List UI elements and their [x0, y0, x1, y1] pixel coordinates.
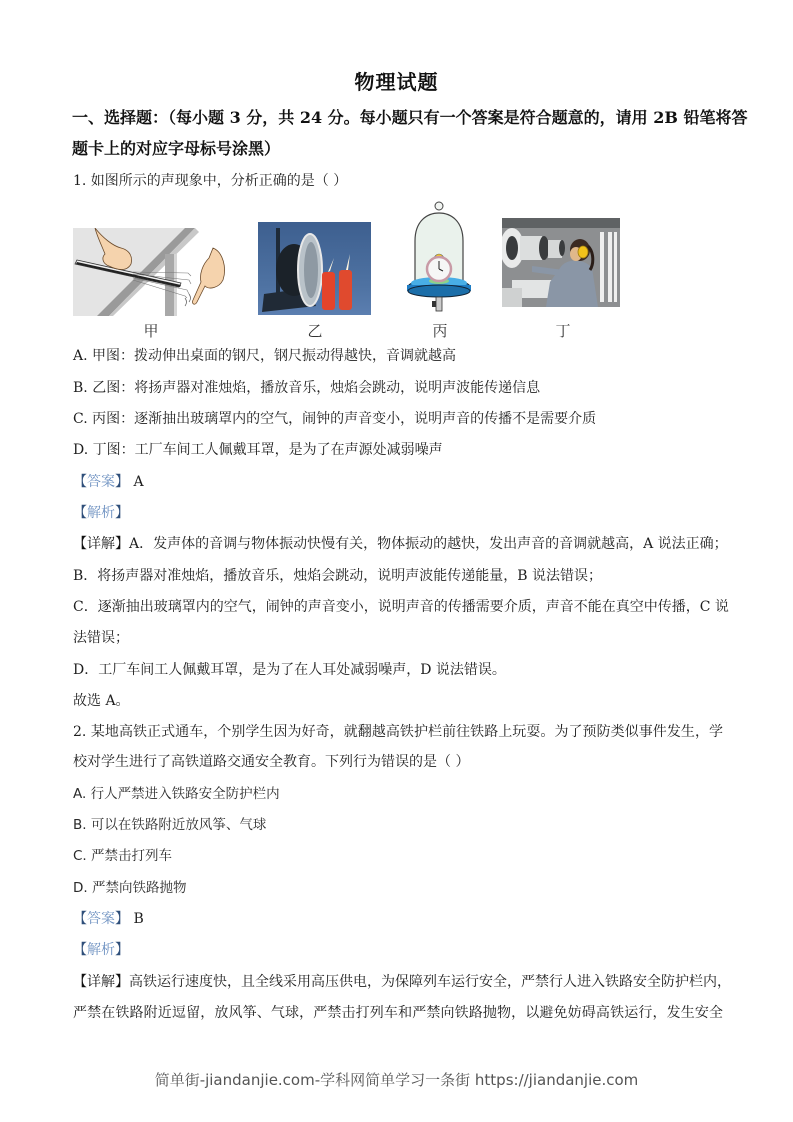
bracket-open: 【 [73, 942, 87, 958]
footer-watermark: 简单街-jiandanjie.com-学科网简单学习一条街 https://jiandanjie.com [154, 1071, 639, 1089]
question-1-detail-line-4: 法错误； [73, 630, 129, 646]
detail-label: 【详解】 [73, 974, 129, 990]
bracket-close: 】 [115, 505, 129, 521]
question-1-detail-line-5: D．工厂车间工人佩戴耳罩，是为了在人耳处减弱噪声，D 说法错误。 [73, 662, 506, 678]
section-header-line-1: 一、选择题：（每小题 3 分，共 24 分。每小题只有一个答案是符合题意的，请用 2B 铅笔将答 [72, 108, 748, 127]
analysis-label [73, 942, 129, 958]
figure-label-yi: 乙 [307, 322, 323, 340]
question-1-option-c: C. 丙图：逐渐抽出玻璃罩内的空气，闹钟的声音变小，说明声音的传播不是需要介质 [73, 411, 597, 427]
question-1-analysis-label [73, 503, 723, 523]
question-2-option-d: D. 严禁向铁路抛物 [73, 880, 187, 896]
question-1-stem: 1. 如图所示的声现象中，分析正确的是（ ） [73, 173, 348, 189]
question-1-answer [73, 472, 723, 492]
question-1-option-b: B. 乙图：将扬声器对准烛焰，播放音乐，烛焰会跳动，说明声波能传递信息 [73, 380, 541, 396]
figure-label-jia: 甲 [143, 322, 159, 340]
detail-text: A．发声体的音调与物体振动快慢有关，物体振动的越快，发出声音的音调就越高，A 说法正确； [129, 536, 728, 552]
answer-value: B [133, 911, 144, 927]
bracket-open: 【 [73, 474, 87, 490]
question-2-detail-line-1 [73, 972, 731, 992]
factory-worker-figure [502, 218, 620, 307]
bracket-open: 【 [73, 911, 87, 927]
question-2-option-b: B. 可以在铁路附近放风筝、气球 [73, 817, 267, 833]
analysis-label-text: 解析 [87, 505, 115, 521]
question-1-detail-line-3: C．逐渐抽出玻璃罩内的空气，闹钟的声音变小，说明声音的传播需要介质，声音不能在真空中传播，C 说 [73, 599, 729, 615]
question-1-detail-line-1 [73, 534, 728, 554]
question-2-option-c: C. 严禁击打列车 [73, 848, 173, 864]
detail-text: 高铁运行速度快，且全线采用高压供电，为保障列车运行安全，严禁行人进入铁路安全防护栏内， [129, 974, 731, 990]
bracket-close: 】 [115, 911, 129, 927]
bracket-close: 】 [115, 474, 129, 490]
question-2-answer [73, 909, 723, 929]
analysis-label-text: 解析 [87, 942, 115, 958]
answer-label [73, 474, 129, 490]
page-title: 物理试题 [354, 70, 439, 94]
figure-label-bing: 丙 [432, 322, 448, 340]
question-2-option-a: A. 行人严禁进入铁路安全防护栏内 [73, 786, 280, 802]
answer-value: A [133, 474, 144, 490]
bracket-open: 【 [73, 505, 87, 521]
answer-label-text: 答案 [87, 474, 115, 490]
figure-label-ding: 丁 [555, 322, 571, 340]
question-1-option-d: D. 丁图：工厂车间工人佩戴耳罩，是为了在声源处减弱噪声 [73, 442, 443, 458]
question-1-detail-line-2: B．将扬声器对准烛焰，播放音乐，烛焰会跳动，说明声波能传递能量，B 说法错误； [73, 568, 603, 584]
section-header-line-2: 题卡上的对应字母标号涂黑） [72, 139, 281, 158]
analysis-label [73, 505, 129, 521]
speaker-candles-figure [258, 222, 371, 315]
steel-ruler-figure [73, 228, 229, 316]
question-2-analysis-label [73, 940, 723, 960]
detail-label: 【详解】 [73, 536, 129, 552]
question-2-stem-line-1: 2. 某地高铁正式通车，个别学生因为好奇，就翻越高铁护栏前往铁路上玩耍。为了预防类似事件发生，学 [73, 724, 723, 740]
question-2-detail-line-2: 严禁在铁路附近逗留，放风筝、气球，严禁击打列车和严禁向铁路抛物，以避免妨碍高铁运行，发生安全 [73, 1005, 723, 1021]
bell-jar-clock-figure [405, 201, 473, 319]
answer-label-text: 答案 [87, 911, 115, 927]
question-1-option-a: A. 甲图：拨动伸出桌面的钢尺，钢尺振动得越快，音调就越高 [73, 348, 457, 364]
bracket-close: 】 [115, 942, 129, 958]
question-2-stem-line-2: 校对学生进行了高铁道路交通安全教育。下列行为错误的是（ ） [73, 754, 470, 770]
answer-label [73, 911, 129, 927]
question-1-conclusion: 故选 A。 [73, 693, 130, 709]
